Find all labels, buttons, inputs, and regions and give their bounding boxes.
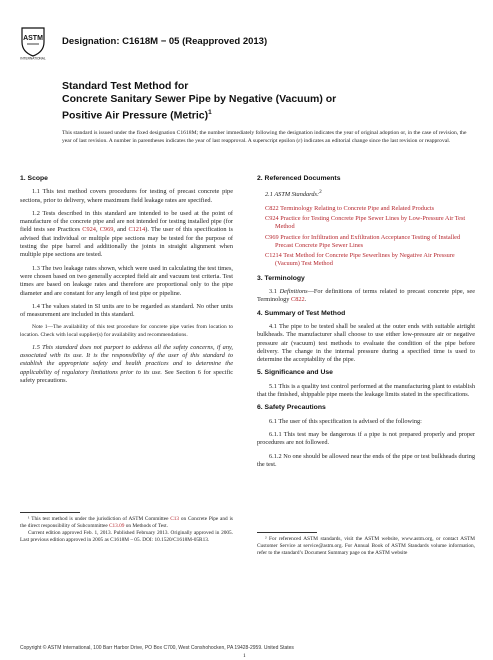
paragraph-1-4: 1.4 The values stated in SI units are to be regarded as standard. No other units of measurement are included in this standard.	[20, 302, 233, 319]
section-heading-summary: 4. Summary of Test Method	[257, 309, 346, 317]
title-footnote-mark: 1	[208, 109, 212, 116]
note-1: Note 1—The availability of this test procedure for concrete pipe varies from location to location. Check with local supplier(s) for availability and recommendations.	[20, 324, 233, 338]
section-heading-significance: 5. Significance and Use	[257, 369, 333, 377]
issuance-statement: This standard is issued under the fixed designation C1618M; the number immediately following the designation indicates the year of original adoption or, in the case of revision, the year of last revision. A number in parentheses indicates the year of last reapproval. A superscript epsilon (ε) indicates an editorial change since the last revision or reapproval.	[62, 130, 467, 144]
paragraph-6-1-1: 6.1.1 This test may be dangerous if a pipe is not prepared properly and proper procedures are not followed.	[257, 430, 475, 447]
svg-text:ASTM: ASTM	[23, 35, 43, 42]
footnote-2: ² For referenced ASTM standards, visit the ASTM website, www.astm.org, or contact ASTM Customer Service at service@astm.org. For Annual Book of ASTM Standards volume information, refer to the standard’s Document Summary page on the ASTM website	[257, 536, 475, 556]
link-c13-09[interactable]: C13.09	[109, 523, 125, 529]
link-c822[interactable]: C822	[265, 204, 279, 212]
left-column	[20, 175, 233, 390]
paragraph-6-1: 6.1 The user of this specification is advised of the following:	[269, 417, 422, 425]
copyright-footer: Copyright © ASTM International, 100 Barr Harbor Drive, PO Box C700, West Conshohocken, PA 19428-2959. United States	[20, 645, 294, 651]
paragraph-1-5: 1.5 This standard does not purport to address all the safety concerns, if any, associated with its use. It is the responsibility of the user of this standard to establish the appropriate safety and health practices and to determine the applicability of regulatory limitations prior to its use. See Section 6 for specific safety precautions.	[20, 343, 234, 385]
right-column	[257, 175, 475, 474]
document-title	[62, 80, 472, 123]
paragraph-1-3: 1.3 The two leakage rates shown, which were used in calculating the test times, were chosen based on two generally accepted field air and vacuum test criteria. Test times are based on leakage rates and therefore are proportional only to the pipe diameter and are constant for any length of test pipe or pipeline.	[20, 264, 233, 297]
section-heading-referenced-documents: 2. Referenced Documents	[257, 175, 341, 182]
link-c924-ref[interactable]: C924	[265, 214, 279, 222]
link-c1214-ref[interactable]: C1214	[265, 252, 282, 260]
svg-text:INTERNATIONAL: INTERNATIONAL	[20, 56, 46, 60]
footnote-1: ¹ This test method is under the jurisdiction of ASTM Committee C13 on Concrete Pipe and is the direct responsibility of Subcommittee C13.09 on Methods of Test. Current edition approved Feb. 1, 2013. Published February 2013. Originally approved in 2005. Last previous edition approved in 2005 as C1618M – 05. DOI: 10.1520/C1618M-05R13.	[20, 516, 233, 543]
designation: Designation: C1618M − 05 (Reapproved 2013)	[62, 36, 268, 47]
footnote-rule-right	[257, 532, 317, 533]
ref-c822: C822 Terminology Relating to Concrete Pipe and Related Products	[265, 204, 435, 212]
link-c924[interactable]: C924	[82, 226, 96, 234]
link-c13[interactable]: C13	[170, 516, 180, 522]
link-c969[interactable]: C969	[99, 226, 114, 234]
paragraph-3-1: 3.1 Definitions—For definitions of terms related to precast concrete pipe, see Terminology C822.	[257, 288, 475, 304]
section-heading-scope: 1. Scope	[20, 175, 48, 182]
paragraph-5-1: 5.1 This is a quality test control performed at the manufacturing plant to establish that the finished, shippable pipe meets the leakage limits stated in the specifications.	[257, 382, 475, 399]
astm-logo	[18, 22, 48, 60]
paragraph-1-2: 1.2 Tests described in this standard are intended to be used at the point of manufacture of the concrete pipe and are not intended for testing installed pipe (for field tests see Practices C924, C969, and C1214). The user of this specification is advised that individual or multiple pipe sections may be tested for the purpose of testing the pipe barrel and additionally the joints in straight alignment when multiple pipe sections are tested.	[20, 209, 233, 259]
page-number: 1	[243, 653, 246, 659]
title-line-1: Standard Test Method for	[62, 80, 189, 92]
title-line-3: Positive Air Pressure (Metric)$^1$	[62, 109, 212, 122]
ref-c1214: C1214 Test Method for Concrete Pipe Sewerlines by Negative Air Pressure (Vacuum) Test Method	[265, 252, 455, 268]
section-heading-terminology: 3. Terminology	[257, 274, 305, 282]
footnote-rule-left	[20, 512, 80, 513]
link-c969-ref[interactable]: C969	[265, 233, 279, 241]
paragraph-6-1-2: 6.1.2 No one should be allowed near the ends of the pipe or test bulkheads during the test.	[257, 452, 475, 468]
paragraph-1-1: 1.1 This test method covers procedures for testing of precast concrete pipe sections, prior to delivery, where maximum field leakage rates are specified.	[20, 188, 233, 204]
ref-c969: C969 Practice for Infiltration and Exfiltration Acceptance Testing of Installed Precast Concrete Pipe Sewer Lines	[265, 233, 461, 249]
link-c822-term[interactable]: C822	[291, 296, 305, 304]
title-line-2: Concrete Sanitary Sewer Pipe by Negative (Vacuum) or	[62, 93, 337, 105]
link-c1214[interactable]: C1214	[128, 226, 146, 234]
section-heading-safety: 6. Safety Precautions	[257, 404, 326, 412]
astm-standards-label: 2.1 ASTM Standards:$^2$	[265, 189, 322, 199]
paragraph-4-1: 4.1 The pipe to be tested shall be sealed at the outer ends with suitable airtight bulkheads. The manufacturer shall choose to use either low-pressure air or negative pressure air (vacuum) test methods to evaluate the condition of the pipe before delivery. The change in the internal pressure during a specified time is used to determine the acceptability of the pipe.	[257, 322, 475, 364]
ref-c924: C924 Practice for Testing Concrete Pipe Sewer Lines by Low-Pressure Air Test Method	[265, 214, 466, 231]
